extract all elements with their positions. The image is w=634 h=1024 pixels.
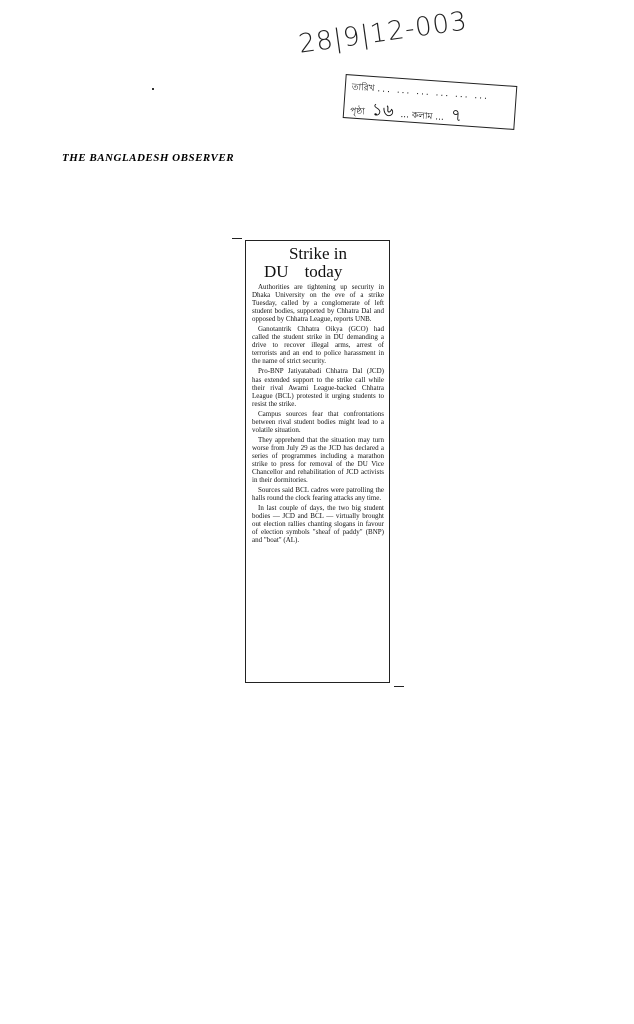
stamp-column-label: ... কলাম ...	[400, 109, 445, 123]
newspaper-masthead: THE BANGLADESH OBSERVER	[62, 152, 235, 164]
clip-corner-mark	[232, 238, 242, 239]
stamp-date-label: তারিখ	[351, 82, 375, 95]
stamp-page-number: ১৬	[371, 99, 395, 122]
stamp-column-number: ৭	[450, 105, 463, 127]
headline-word-today: today	[304, 262, 343, 281]
scan-speck	[152, 88, 154, 90]
article-paragraph: Sources said BCL cadres were patrolling the halls round the clock fearing attacks any time.	[252, 486, 384, 503]
stamp-date-dots: ... ... ... ... ... ...	[377, 84, 490, 103]
article-paragraph: Ganotantrik Chhatra Oikya (GCO) had called the student strike in DU demanding a drive to recover illegal arms, arrest of terrorists and an end to police harassment in the name of strict security.	[252, 325, 384, 366]
article-paragraph: Pro-BNP Jatiyatabadi Chhatra Dal (JCD) has extended support to the strike call while their rival Awami League-backed Chhatra League (BCL) protested it urging students to resist the strike.	[252, 367, 384, 408]
article-paragraph: In last couple of days, the two big student bodies — JCD and BCL — virtually brought out election rallies chanting slogans in favour of election symbols "sheaf of paddy" (BNP) and "boat" (AL).	[252, 504, 384, 545]
archive-stamp	[343, 74, 518, 130]
clip-corner-mark	[394, 686, 404, 687]
headline-line-2	[264, 263, 384, 281]
article-paragraph: They apprehend that the situation may turn worse from July 29 as the JCD has declared a series of programmes including a marathon strike to press for removal of the DU Vice Chancellor and rehabilitation of JCD activists in their dormitories.	[252, 435, 384, 485]
article-paragraph: Campus sources fear that confrontations between rival student bodies might lead to a volatile situation.	[252, 409, 384, 434]
stamp-page-label: পৃষ্ঠা	[349, 106, 366, 118]
headline-line-1: Strike in	[288, 244, 348, 263]
handwritten-date: 28|9|12-003	[296, 6, 470, 60]
headline-word-du: DU	[264, 262, 289, 281]
article-paragraph: Authorities are tightening up security in Dhaka University on the eve of a strike Tuesday, called by a conglomerate of left student bodies, supported by Chhatra Dal and opposed by Chhatra League, reports UNB.	[252, 283, 384, 324]
news-clipping	[245, 240, 390, 683]
